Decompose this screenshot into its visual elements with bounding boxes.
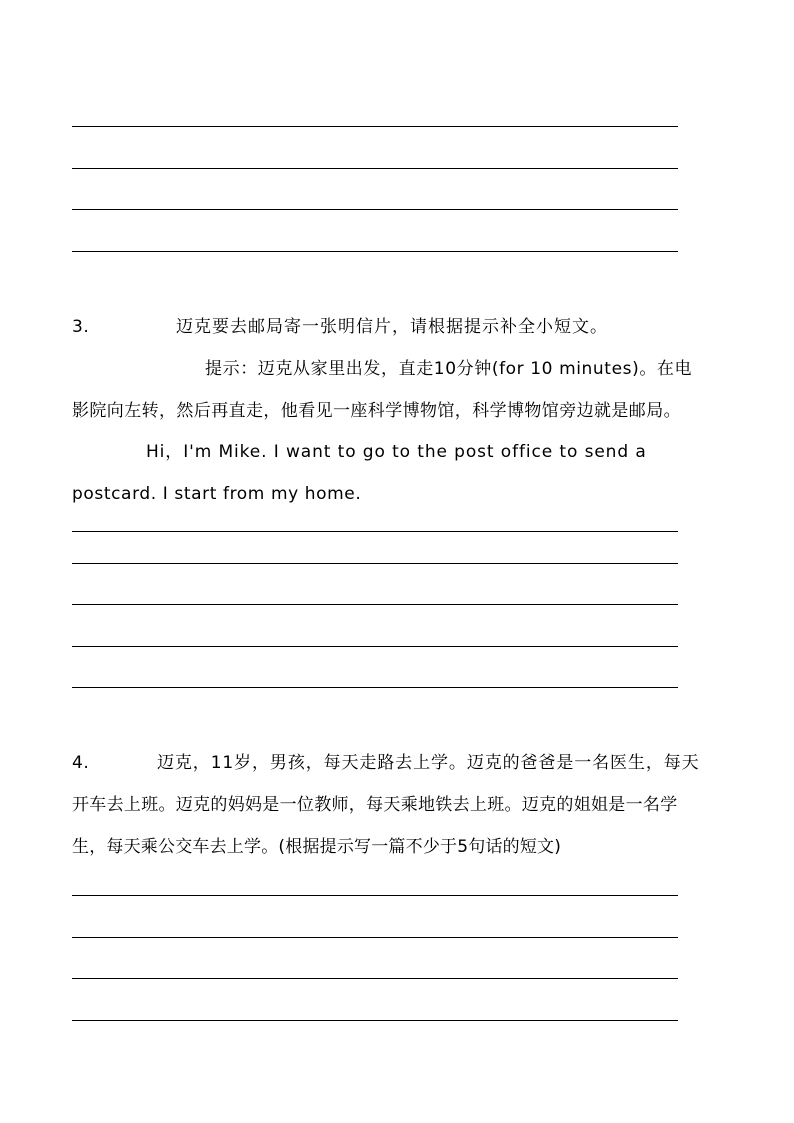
question-3-prompt: 迈克要去邮局寄一张明信片，请根据提示补全小短文。 — [176, 317, 608, 337]
answer-line — [72, 895, 678, 896]
answer-line — [72, 251, 678, 252]
question-3-hint-line-2: 影院向左转，然后再直走，他看见一座科学博物馆，科学博物馆旁边就是邮局。 — [72, 401, 681, 421]
answer-line — [72, 563, 678, 564]
answer-line — [72, 978, 678, 979]
answer-line — [72, 168, 678, 169]
answer-line — [72, 646, 678, 647]
answer-line — [72, 209, 678, 210]
answer-line — [72, 1020, 678, 1021]
question-4-line-1: 迈克，11岁，男孩，每天走路去上学。迈克的爸爸是一名医生，每天 — [157, 753, 700, 773]
question-4-line-3: 生，每天乘公交车去上学。(根据提示写一篇不少于5句话的短文) — [72, 837, 562, 857]
question-3-passage-line-1: Hi，I'm Mike. I want to go to the post office to send a — [146, 442, 647, 462]
question-3-number: 3. — [72, 317, 90, 337]
answer-line — [72, 937, 678, 938]
answer-line — [72, 604, 678, 605]
answer-line — [72, 687, 678, 688]
question-3-passage-line-2: postcard. I start from my home. — [72, 484, 362, 504]
question-3-hint-line-1: 提示：迈克从家里出发，直走10分钟(for 10 minutes)。在电 — [205, 359, 693, 379]
question-4-number: 4. — [72, 753, 90, 773]
answer-line — [72, 126, 678, 127]
answer-line — [72, 531, 678, 532]
question-4-line-2: 开车去上班。迈克的妈妈是一位教师，每天乘地铁去上班。迈克的姐姐是一名学 — [72, 795, 678, 815]
